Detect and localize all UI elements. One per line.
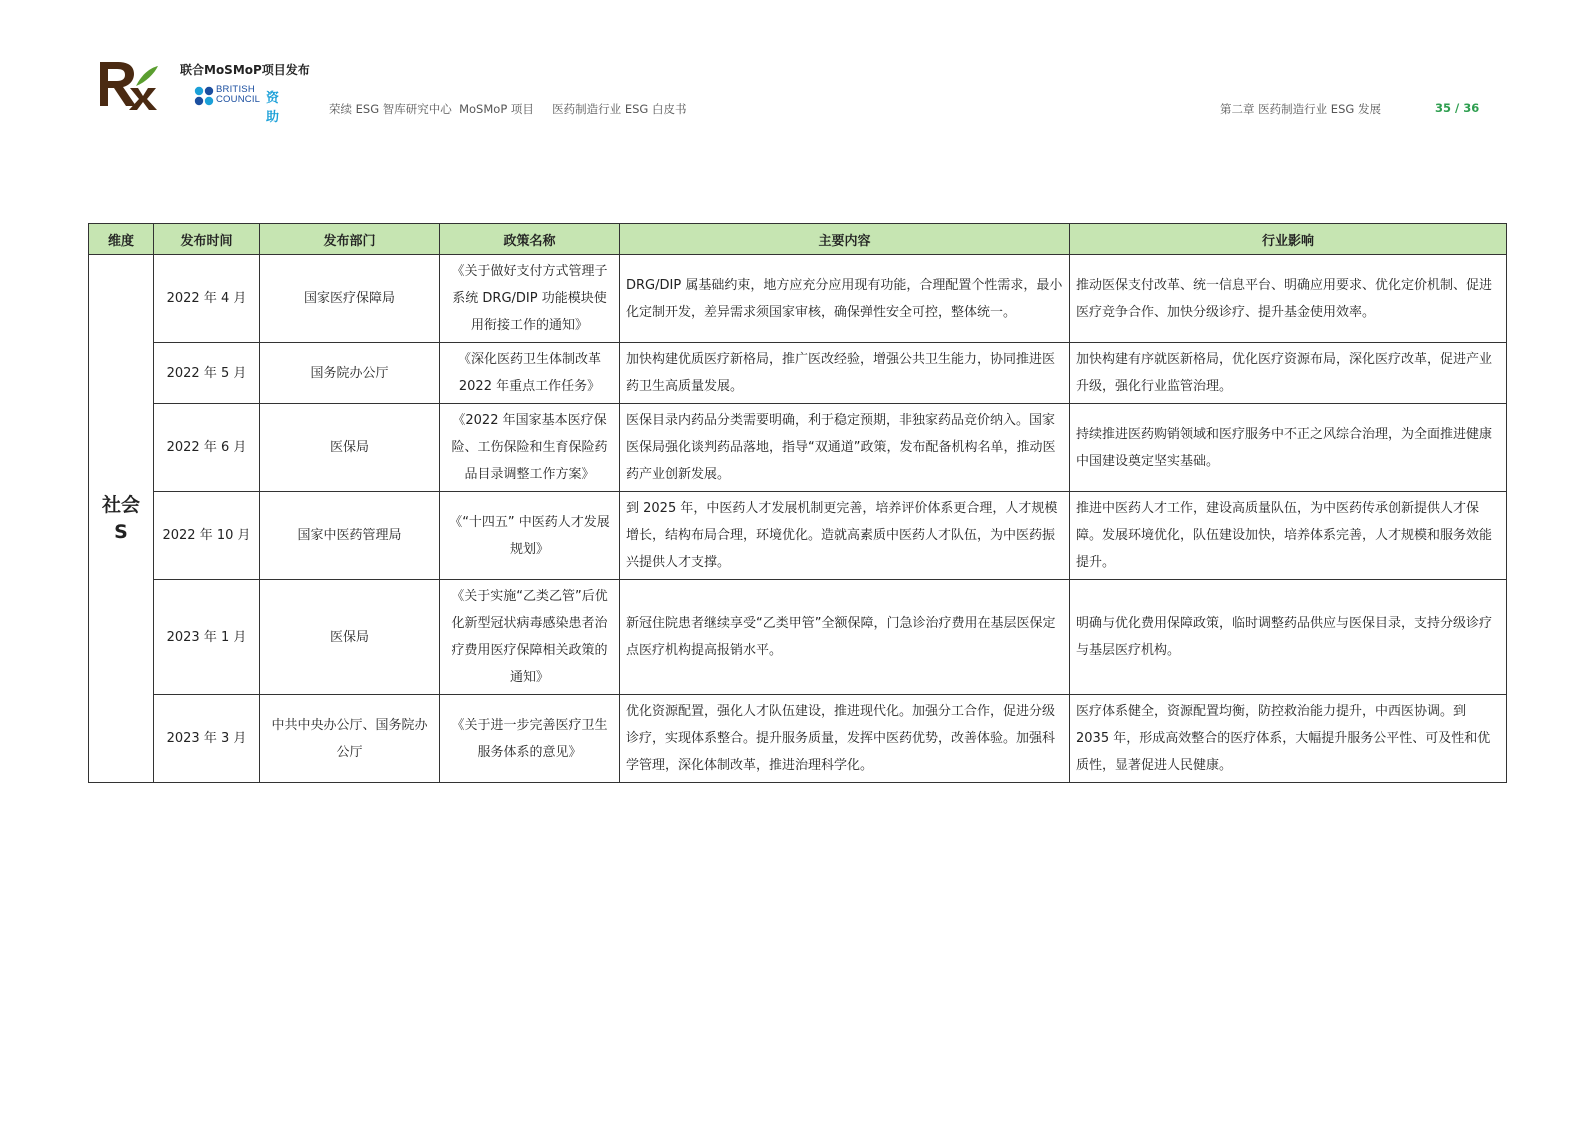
content-cell: DRG/DIP 属基础约束，地方应充分应用现有功能，合理配置个性需求，最小化定制开发，差异需求须国家审核，确保弹性安全可控，整体统一。 <box>620 255 1070 343</box>
content-cell: 新冠住院患者继续享受“乙类甲管”全额保障，门急诊治疗费用在基层医保定点医疗机构提高报销水平。 <box>620 580 1070 695</box>
date-cell: 2023 年 1 月 <box>154 580 260 695</box>
department-cell: 医保局 <box>260 580 440 695</box>
date-cell: 2022 年 6 月 <box>154 404 260 492</box>
policy-cell: 《关于做好支付方式管理子系统 DRG/DIP 功能模块使用衔接工作的通知》 <box>440 255 620 343</box>
header-dimension: 维度 <box>89 224 154 255</box>
header-policy: 政策名称 <box>440 224 620 255</box>
header-content: 主要内容 <box>620 224 1070 255</box>
table-row <box>89 404 1507 492</box>
policy-cell: 《关于实施“乙类乙管”后优化新型冠状病毒感染患者治疗费用医疗保障相关政策的通知》 <box>440 580 620 695</box>
content-cell: 医保目录内药品分类需要明确，利于稳定预期，非独家药品竞价纳入。国家医保局强化谈判药品落地，指导“双通道”政策，发布配备机构名单，推动医药产业创新发展。 <box>620 404 1070 492</box>
table-row <box>89 492 1507 580</box>
date-cell: 2022 年 4 月 <box>154 255 260 343</box>
publisher-line: 联合MoSMoP项目发布 <box>180 63 310 77</box>
date-cell: 2022 年 10 月 <box>154 492 260 580</box>
policy-cell: 《“十四五” 中医药人才发展规划》 <box>440 492 620 580</box>
impact-cell: 加快构建有序就医新格局，优化医疗资源布局，深化医疗改革，促进产业升级，强化行业监管治理。 <box>1070 343 1507 404</box>
impact-cell: 明确与优化费用保障政策，临时调整药品供应与医保目录，支持分级诊疗与基层医疗机构。 <box>1070 580 1507 695</box>
department-cell: 医保局 <box>260 404 440 492</box>
table-header-row <box>89 224 1507 255</box>
impact-cell: 推动医保支付改革、统一信息平台、明确应用要求、优化定价机制、促进医疗竞争合作、加快分级诊疗、提升基金使用效率。 <box>1070 255 1507 343</box>
impact-cell: 持续推进医药购销领域和医疗服务中不正之风综合治理，为全面推进健康中国建设奠定坚实基础。 <box>1070 404 1507 492</box>
impact-cell: 推进中医药人才工作，建设高质量队伍，为中医药传承创新提供人才保障。发展环境优化，队伍建设加快，培养体系完善，人才规模和服务效能提升。 <box>1070 492 1507 580</box>
policy-cell: 《2022 年国家基本医疗保险、工伤保险和生育保险药品目录调整工作方案》 <box>440 404 620 492</box>
header-date: 发布时间 <box>154 224 260 255</box>
policy-cell: 《关于进一步完善医疗卫生服务体系的意见》 <box>440 695 620 783</box>
table-row <box>89 580 1507 695</box>
breadcrumb-report: 荣续 ESG 智库研究中心 MoSMoP 项目 医药制造行业 ESG 白皮书 <box>329 102 687 116</box>
date-cell: 2023 年 3 月 <box>154 695 260 783</box>
page-number: 35 / 36 <box>1435 101 1480 115</box>
funding-label: 资助 <box>266 91 280 125</box>
impact-cell: 医疗体系健全，资源配置均衡，防控救治能力提升，中西医协调。到 2035 年，形成高效整合的医疗体系，大幅提升服务公平性、可及性和优质性，显著促进人民健康。 <box>1070 695 1507 783</box>
policy-cell: 《深化医药卫生体制改革 2022 年重点工作任务》 <box>440 343 620 404</box>
date-cell: 2022 年 5 月 <box>154 343 260 404</box>
rx-logo-icon <box>96 58 160 112</box>
header-department: 发布部门 <box>260 224 440 255</box>
page-header <box>0 0 1587 130</box>
header-impact: 行业影响 <box>1070 224 1507 255</box>
content-cell: 优化资源配置，强化人才队伍建设，推进现代化。加强分工合作，促进分级诊疗，实现体系整合。提升服务质量，发挥中医药优势，改善体验。加强科学管理，深化体制改革，推进治理科学化。 <box>620 695 1070 783</box>
breadcrumb-chapter: 第二章 医药制造行业 ESG 发展 <box>1220 102 1381 116</box>
british-council-wordmark: BRITISH COUNCIL <box>216 84 261 105</box>
department-cell: 国家中医药管理局 <box>260 492 440 580</box>
british-council-dots-icon <box>194 86 214 106</box>
policy-table <box>88 223 1507 783</box>
content-cell: 加快构建优质医疗新格局，推广医改经验，增强公共卫生能力，协同推进医药卫生高质量发展。 <box>620 343 1070 404</box>
dimension-cell: 社会 S <box>89 255 154 783</box>
table-row <box>89 255 1507 343</box>
table-row <box>89 695 1507 783</box>
department-cell: 国家医疗保障局 <box>260 255 440 343</box>
content-cell: 到 2025 年，中医药人才发展机制更完善，培养评价体系更合理，人才规模增长，结构布局合理，环境优化。造就高素质中医药人才队伍，为中医药振兴提供人才支撑。 <box>620 492 1070 580</box>
department-cell: 中共中央办公厅、国务院办公厅 <box>260 695 440 783</box>
department-cell: 国务院办公厅 <box>260 343 440 404</box>
table-row <box>89 343 1507 404</box>
